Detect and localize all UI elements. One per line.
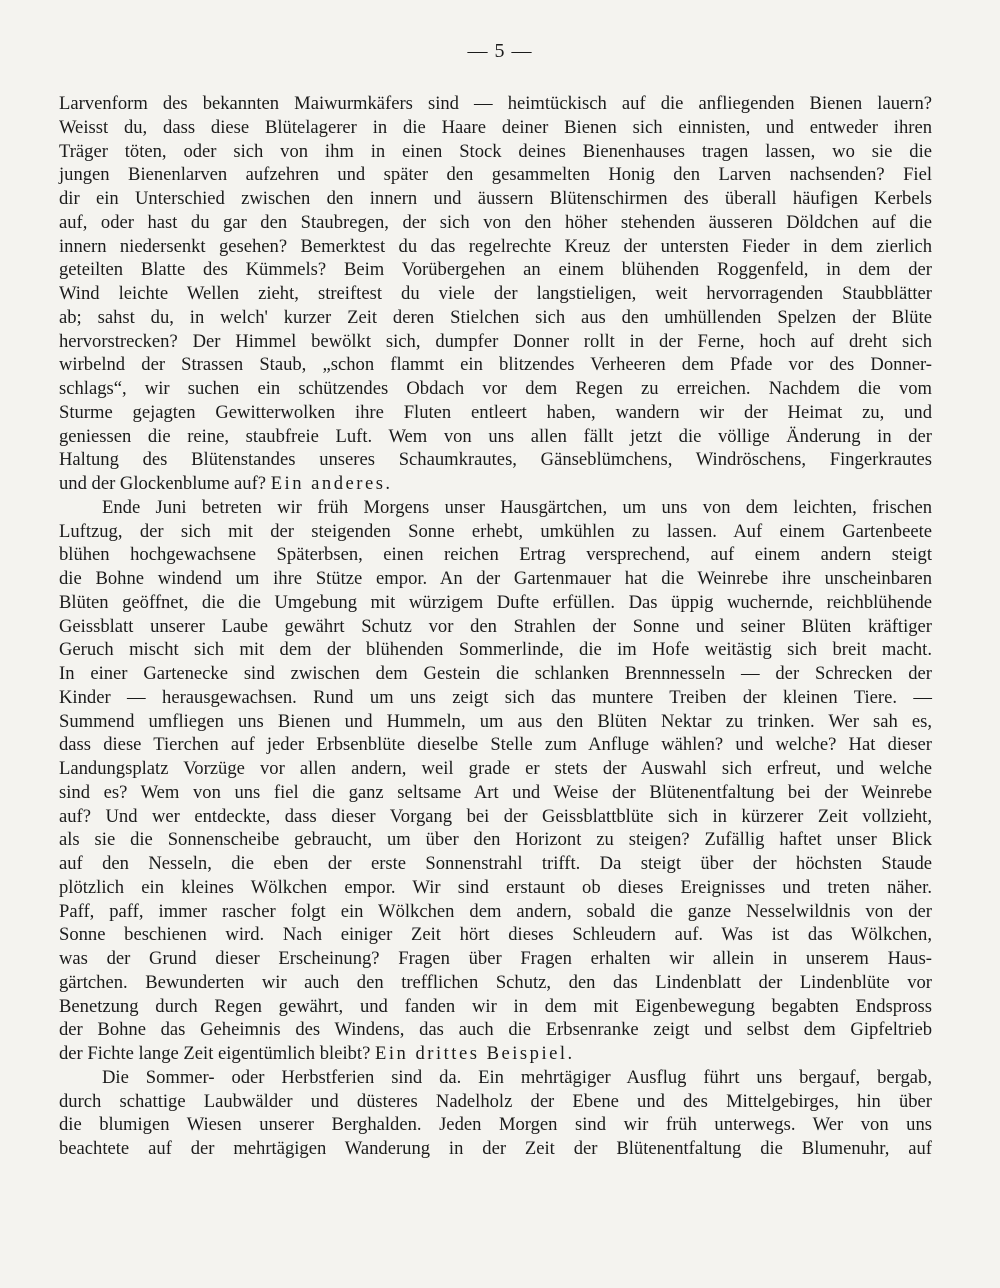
text-line: Sonne beschienen wird. Nach einiger Zeit hört dieses Schleudern auf. Was ist das Wölkchen, (59, 924, 932, 946)
text-line: hervorstrecken? Der Himmel bewölkt sich, dumpfer Donner rollt in der Ferne, hoch auf dreht sich (59, 330, 932, 352)
text-line: durch schattige Laubwälder und düsteres Nadelholz der Ebene und des Mittelgebirges, hin über (59, 1090, 932, 1112)
text-line: auf den Nesseln, die eben der erste Sonnenstrahl trifft. Da steigt über der höchsten Staude (59, 853, 932, 874)
text-line: Die Sommer- oder Herbstferien sind da. Ein mehrtägiger Ausflug führt uns bergauf, bergab, (102, 1066, 932, 1088)
text-line: die Bohne windend um ihre Stütze empor. An der Gartenmauer hat die Weinrebe ihre unscheinbaren (59, 568, 932, 589)
text-line: Träger töten, oder sich von ihm in einen Stock deines Bienenhauses tragen lassen, wo sie die (59, 140, 932, 162)
text-line: jungen Bienenlarven aufzehren und später den gesammelten Honig den Larven nachsenden? Fiel (59, 164, 932, 186)
text-line-prefix: der Fichte lange Zeit eigentümlich bleibt? (59, 1043, 375, 1064)
paragraph-1 (59, 92, 932, 496)
text-line: Haltung des Blütenstandes unseres Schaumkrautes, Gänseblümchens, Windröschens, Fingerkrautes (59, 449, 932, 471)
text-line: die blumigen Wiesen unserer Berghalden. Jeden Morgen sind wir früh unterwegs. Wer von uns (59, 1114, 932, 1136)
text-line: dass diese Tierchen auf jeder Erbsenblüte dieselbe Stelle zum Anfluge wählen? und welche? Hat dieser (59, 734, 932, 756)
text-line: ab; sahst du, in welch' kurzer Zeit deren Stielchen sich aus den umhüllenden Spelzen der Blüte (59, 306, 932, 328)
text-line: beachtete auf der mehrtägigen Wanderung in der Zeit der Blütenentfaltung die Blumenuhr, auf (59, 1138, 932, 1159)
text-line: was der Grund dieser Erscheinung? Fragen über Fragen erhalten wir allein in unserem Haus- (59, 948, 932, 969)
text-line: auf, oder hast du gar den Staubregen, der sich von den höher stehenden äusseren Döldchen auf die (59, 211, 932, 233)
text-line: als sie die Sonnenscheibe gebraucht, um über den Horizont zu steigen? Zufällig haftet unser Blick (59, 829, 932, 851)
text-line: plötzlich ein kleines Wölkchen empor. Wir sind erstaunt ob dieses Ereignisses und treten näher. (59, 876, 932, 898)
text-line: Kinder — herausgewachsen. Rund um uns zeigt sich das muntere Treiben der kleinen Tiere. — (59, 686, 932, 708)
text-line: Benetzung durch Regen gewährt, und fanden wir in dem mit Eigenbewegung begabten Endspross (59, 995, 932, 1017)
paragraph-2 (59, 496, 932, 1066)
text-line-last (59, 1042, 932, 1066)
text-line: In einer Gartenecke sind zwischen dem Gestein die schlanken Brennnesseln — der Schrecken der (59, 663, 932, 684)
text-line: Sturme gejagten Gewitterwolken ihre Fluten entleert haben, wandern wir der Heimat zu, und (59, 401, 932, 423)
text-line: Paff, paff, immer rascher folgt ein Wölkchen dem andern, sobald die ganze Nesselwildnis von der (59, 900, 932, 922)
text-line: Geissblatt unserer Laube gewährt Schutz vor den Strahlen der Sonne und seiner Blüten kräftiger (59, 615, 932, 637)
text-line: innern niedersenkt gesehen? Bemerktest du das regelrechte Kreuz der untersten Fieder in dem zierlich (59, 235, 932, 257)
text-line: Landungsplatz Vorzüge vor allen andern, weil grade er stets der Auswahl sich erfreut, und welche (59, 758, 932, 779)
text-line: gärtchen. Bewunderten wir auch den trefflichen Schutz, den das Lindenblatt der Lindenblüte vor (59, 971, 932, 993)
text-line: auf? Und wer entdeckte, dass dieser Vorgang bei der Geissblattblüte sich in kürzerer Zeit vollzieht, (59, 805, 932, 827)
text-line: Geruch mischt sich mit dem der blühenden Sommerlinde, die im Hofe weitästig sich breit macht. (59, 639, 932, 661)
text-line: sind es? Wem von uns fiel die ganz seltsame Art und Weise der Blütenentfaltung bei der Weinrebe (59, 781, 932, 803)
text-line: Weisst du, dass diese Blütelagerer in die Haare deiner Bienen sich einnisten, und entweder ihren (59, 116, 932, 138)
text-line: blühen hochgewachsene Späterbsen, einen reichen Ertrag versprechend, auf einem andern steigt (59, 544, 932, 566)
spaced-phrase: Ein drittes Beispiel. (375, 1043, 575, 1064)
text-line: Blüten geöffnet, die die Umgebung mit würzigem Dufte erfüllen. Das üppig wuchernde, reichblühende (59, 591, 932, 613)
text-line: dir ein Unterschied zwischen den innern und äussern Blütenschirmen des überall häufigen Kerbels (59, 188, 932, 209)
text-line: geniessen die reine, staubfreie Luft. Wem von uns allen fällt jetzt die völlige Änderung in der (59, 425, 932, 447)
text-line: Summend umfliegen uns Bienen und Hummeln, um aus den Blüten Nektar zu trinken. Wer sah es, (59, 710, 932, 732)
text-line: Luftzug, der sich mit der steigenden Sonne erhebt, umkühlen zu lassen. Auf einem Gartenbeete (59, 520, 932, 542)
text-line: schlags“, wir suchen ein schützendes Obdach vor dem Regen zu erreichen. Nachdem die vom (59, 378, 932, 399)
text-line: Wind leichte Wellen zieht, streiftest du viele der langstieligen, weit hervorragenden Staubblätter (59, 283, 932, 304)
text-line-prefix: und der Glockenblume auf? (59, 473, 271, 494)
spaced-phrase: Ein anderes. (270, 473, 393, 494)
text-line: wirbelnd der Strassen Staub, „schon flammt ein blitzendes Verheeren dem Pfade vor des Donner- (59, 354, 932, 376)
body-text (59, 92, 932, 1161)
text-line: Larvenform des bekannten Maiwurmkäfers sind — heimtückisch auf die anfliegenden Bienen lauern? (59, 93, 932, 114)
text-line-last (59, 472, 932, 496)
paragraph-3 (59, 1066, 932, 1161)
text-line: geteilten Blatte des Kümmels? Beim Vorübergehen an einem blühenden Roggenfeld, in dem der (59, 259, 932, 281)
text-line: Ende Juni betreten wir früh Morgens unser Hausgärtchen, um uns von dem leichten, frischen (102, 496, 932, 518)
text-line: der Bohne das Geheimnis des Windens, das auch die Erbsenranke zeigt und selbst dem Gipfeltrieb (59, 1019, 932, 1041)
page-number: — 5 — (467, 40, 533, 62)
